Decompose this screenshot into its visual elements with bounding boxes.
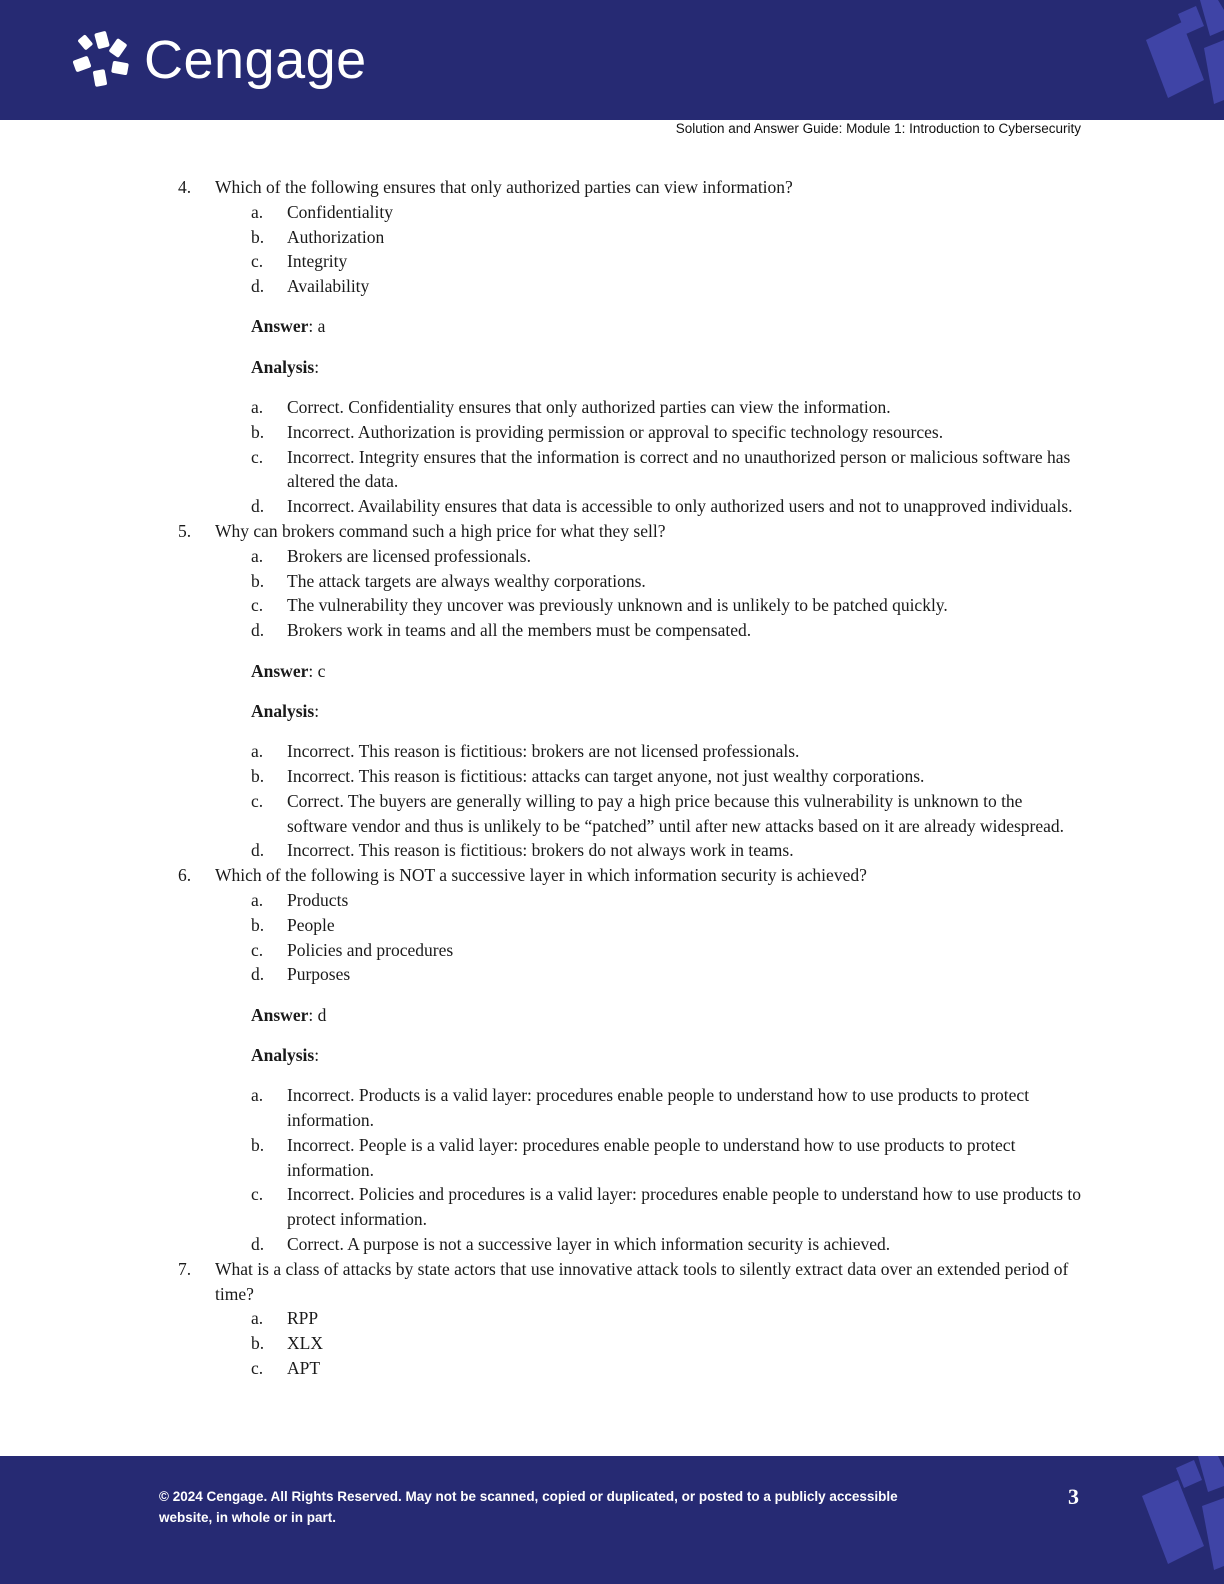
analysis-item [251,789,1083,839]
option-letter: c. [251,1357,264,1378]
analysis-colon: : [314,700,320,721]
option-text: Integrity [287,251,348,272]
analysis-text: Incorrect. This reason is fictitious: brokers are not licensed professionals. [287,741,800,762]
analysis-letter: a. [251,741,264,762]
option [251,593,1083,618]
answer-line [251,314,1083,339]
answer-value: : a [308,316,326,337]
analysis-colon: : [314,356,320,377]
page-number: 3 [1068,1484,1079,1509]
analysis-item [251,1083,1083,1133]
option [251,938,1083,963]
option [251,962,1083,987]
question-number: 4. [178,177,192,197]
option-text: Brokers are licensed professionals. [287,545,531,566]
answer-value: : d [308,1004,327,1025]
analysis-text: Incorrect. People is a valid layer: procedures enable people to understand how to use products to protect information. [287,1134,1016,1180]
header-band [0,0,1224,120]
answer-value: : c [308,660,326,681]
analysis-text: Incorrect. This reason is fictitious: attacks can target anyone, not just wealthy corporations. [287,765,925,786]
analysis-item [251,764,1083,789]
question-6 [178,863,1083,888]
option-text: Brokers work in teams and all the members must be compensated. [287,620,752,641]
answer-line [251,1003,1083,1028]
option-text: APT [287,1357,321,1378]
analysis-heading [251,355,1083,380]
analysis-letter: a. [251,1085,264,1106]
analysis-item [251,1182,1083,1232]
option-text: Products [287,889,349,910]
question-text: What is a class of attacks by state actors that use innovative attack tools to silently extract data over an extended period of time? [215,1258,1069,1304]
analysis-letter: b. [251,1134,265,1155]
analysis-label: Analysis [251,1044,315,1065]
cengage-logo [72,30,367,90]
option-text: Policies and procedures [287,939,454,960]
option-text: Availability [287,276,370,297]
running-head: Solution and Answer Guide: Module 1: Introduction to Cybersecurity [675,121,1081,136]
cengage-asterisk-logo-icon [72,30,134,90]
question-list [178,175,1083,1381]
footer-corner-decoration-icon [1134,1456,1224,1584]
option-text: Authorization [287,226,385,247]
option-letter: d. [251,620,265,641]
question-number: 6. [178,865,192,886]
option-letter: b. [251,914,265,935]
question-7 [178,1257,1083,1307]
option [251,274,1083,299]
option-text: RPP [287,1308,319,1329]
option-letter: b. [251,226,265,247]
analysis-label: Analysis [251,700,315,721]
option-letter: b. [251,570,265,591]
analysis-text: Incorrect. Policies and procedures is a valid layer: procedures enable people to understand how to use products to protect information. [287,1184,1082,1230]
analysis-letter: d. [251,1233,265,1254]
analysis-letter: c. [251,1184,264,1205]
question-text: Why can brokers command such a high price for what they sell? [215,521,666,542]
analysis-letter: b. [251,765,265,786]
question-5 [178,519,1083,544]
analysis-text: Correct. A purpose is not a successive layer in which information security is achieved. [287,1233,891,1254]
option-text: Purposes [287,964,351,985]
analysis-text: Incorrect. Availability ensures that data is accessible to only authorized users and not to unapproved individuals. [287,496,1073,517]
analysis-text: Incorrect. Integrity ensures that the information is correct and no unauthorized person or malicious software has altered the data. [287,446,1071,492]
question-text: Which of the following is NOT a successive layer in which information security is achieved? [215,865,867,886]
option [251,569,1083,594]
option [251,225,1083,250]
analysis-label: Analysis [251,356,315,377]
option [251,544,1083,569]
analysis-item [251,395,1083,420]
analysis-letter: b. [251,421,265,442]
analysis-heading [251,699,1083,724]
copyright-notice: © 2024 Cengage. All Rights Reserved. May not be scanned, copied or duplicated, or posted to a publicly accessible website, in whole or in part. [159,1489,898,1525]
option-letter: b. [251,1333,265,1354]
option [251,1331,1083,1356]
option-letter: c. [251,939,264,960]
analysis-text: Incorrect. Products is a valid layer: procedures enable people to understand how to use products to protect information. [287,1085,1030,1130]
option [251,1306,1083,1331]
analysis-item [251,1232,1083,1257]
analysis-letter: d. [251,496,265,517]
option-text: People [287,914,335,935]
option-letter: a. [251,201,264,222]
answer-line [251,659,1083,684]
option-text: The attack targets are always wealthy corporations. [287,570,646,591]
question-text: Which of the following ensures that only authorized parties can view information? [215,177,793,197]
footer-band [0,1456,1224,1584]
question-number: 5. [178,521,192,542]
answer-label: Answer [251,660,309,681]
option-text: The vulnerability they uncover was previously unknown and is unlikely to be patched quickly. [287,595,948,616]
corner-decoration-icon [1134,0,1224,120]
analysis-text: Correct. Confidentiality ensures that only authorized parties can view the information. [287,397,891,418]
analysis-text: Incorrect. This reason is fictitious: brokers do not always work in teams. [287,840,794,861]
analysis-text: Incorrect. Authorization is providing permission or approval to specific technology resources. [287,421,944,442]
option [251,618,1083,643]
option [251,888,1083,913]
option-letter: c. [251,251,264,272]
question-number: 7. [178,1258,192,1279]
analysis-item [251,838,1083,863]
option-text: XLX [287,1333,323,1354]
analysis-colon: : [314,1044,320,1065]
analysis-letter: c. [251,446,264,467]
option [251,249,1083,274]
option [251,1356,1083,1381]
option-letter: d. [251,964,265,985]
analysis-letter: c. [251,790,264,811]
analysis-item [251,494,1083,519]
analysis-text: Correct. The buyers are generally willing to pay a high price because this vulnerability is unknown to the software vendor and thus is unlikely to be “patched” until after new attacks based on it are already widespread. [287,790,1065,836]
analysis-letter: a. [251,397,264,418]
option-letter: c. [251,595,264,616]
option-letter: a. [251,889,264,910]
option [251,913,1083,938]
option-letter: a. [251,545,264,566]
question-4 [178,175,1083,200]
analysis-item [251,1133,1083,1183]
answer-label: Answer [251,316,309,337]
analysis-heading [251,1043,1083,1068]
answer-label: Answer [251,1004,309,1025]
analysis-item [251,739,1083,764]
option-letter: a. [251,1308,264,1329]
analysis-letter: d. [251,840,265,861]
analysis-item [251,445,1083,495]
option-letter: d. [251,276,265,297]
option [251,200,1083,225]
brand-name: Cengage [144,30,367,90]
analysis-item [251,420,1083,445]
option-text: Confidentiality [287,201,393,222]
